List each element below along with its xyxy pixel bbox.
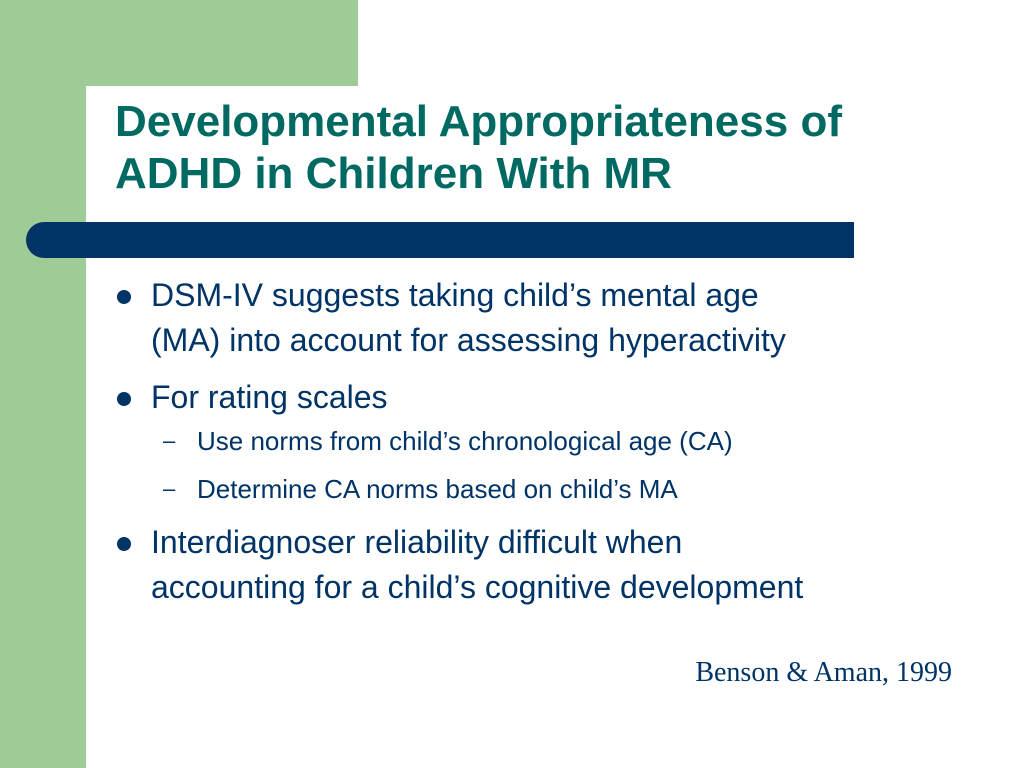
sub-bullet-text: Determine CA norms based on child’s MA <box>197 474 678 504</box>
title-line: Developmental Appropriateness of <box>115 97 842 146</box>
bullet-text: accounting for a child’s cognitive development <box>151 569 804 605</box>
green-frame-top <box>0 0 358 86</box>
bullet-item <box>113 375 993 506</box>
bullet-dot-icon <box>117 392 131 406</box>
sub-bullet-text: Use norms from child’s chronological age (CA) <box>197 426 733 456</box>
sub-bullet-item <box>151 424 993 458</box>
sub-bullet-item <box>151 472 993 506</box>
bullet-item <box>113 520 993 610</box>
citation: Benson & Aman, 1999 <box>695 657 952 688</box>
bullet-text: For rating scales <box>151 379 388 415</box>
bullet-list <box>113 273 993 622</box>
green-frame-left <box>0 0 86 768</box>
slide-title <box>115 96 995 200</box>
title-line: ADHD in Children With MR <box>115 149 672 198</box>
bullet-item <box>113 273 993 363</box>
dash-icon: – <box>163 476 176 501</box>
bullet-dot-icon <box>117 537 131 551</box>
sub-bullet-list <box>151 424 993 506</box>
bullet-text: DSM-IV suggests taking child’s mental age <box>151 277 759 313</box>
dash-icon: – <box>163 428 176 453</box>
title-rule-bar <box>26 222 854 258</box>
bullet-text: Interdiagnoser reliability difficult when <box>151 524 683 560</box>
bullet-text: (MA) into account for assessing hyperactivity <box>151 322 786 358</box>
bullet-dot-icon <box>117 290 131 304</box>
